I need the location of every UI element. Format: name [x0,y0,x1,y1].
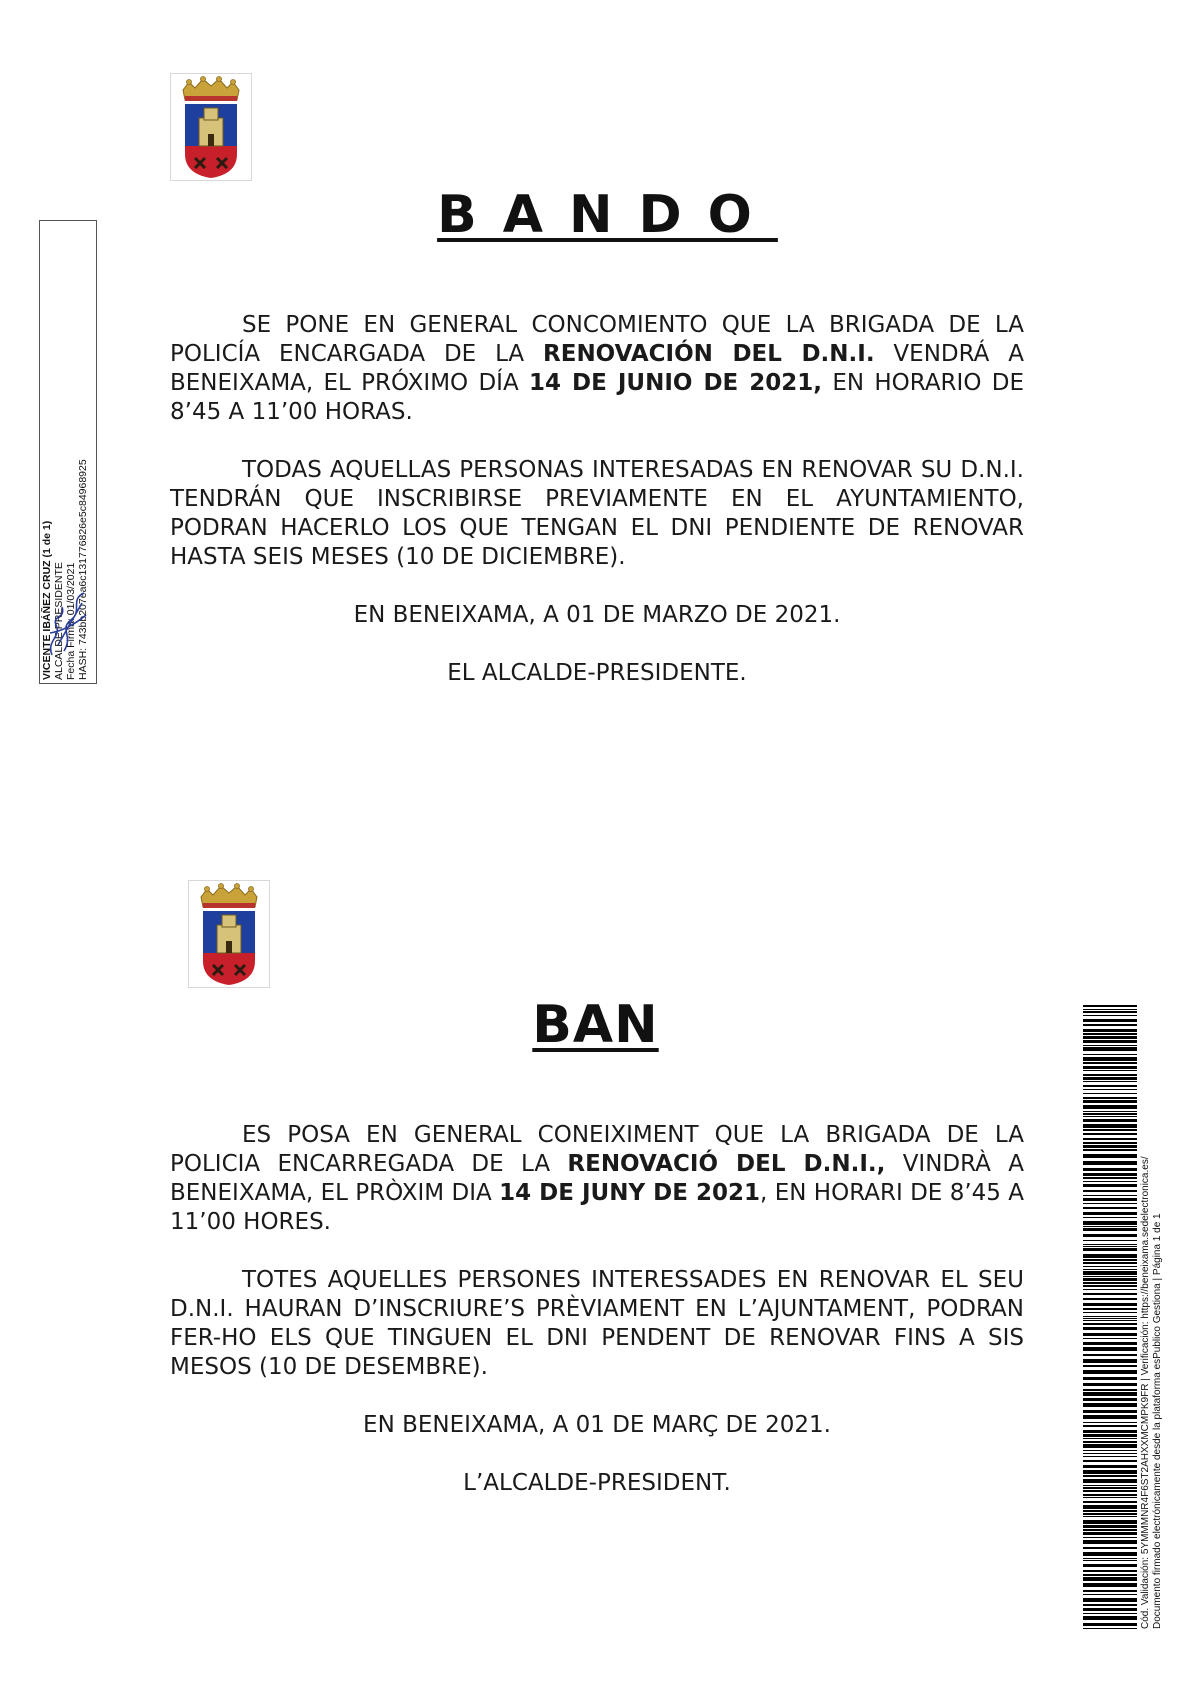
ban-title: BAN [532,995,659,1055]
municipal-crest-logo [188,880,270,988]
barcode-stripe [1083,1234,1137,1237]
text-fragment: EN HORARIO DE 8’45 A 11’00 HORAS. [170,370,1024,425]
barcode-stripe [1083,1203,1137,1204]
barcode-stripe [1083,1383,1137,1386]
barcode-stripe [1083,1308,1137,1310]
barcode-stripe [1083,1465,1137,1468]
barcode-stripe [1083,1276,1137,1277]
barcode-stripe [1083,1487,1137,1489]
barcode-stripe [1083,1441,1137,1443]
barcode-stripe [1083,1066,1137,1069]
barcode-stripe [1083,1613,1137,1614]
barcode-stripe [1083,1628,1137,1629]
municipal-crest-logo [170,73,252,181]
barcode-stripe [1083,1485,1137,1486]
bold-text: RENOVACIÓN DEL D.N.I. [543,341,875,367]
barcode-stripe [1083,1212,1137,1215]
barcode-stripe [1083,1226,1137,1227]
barcode-stripe [1083,1434,1137,1437]
barcode-stripe [1083,1389,1137,1391]
text-fragment: VENDRÁ A BENEIXAMA, EL PRÓXIMO DÍA [170,341,1024,396]
barcode-stripe [1083,1269,1137,1270]
barcode-stripe [1083,1583,1137,1587]
barcode-stripe [1083,1594,1137,1595]
barcode-stripe [1083,1133,1137,1135]
barcode-stripe [1083,1259,1137,1261]
barcode-stripe [1083,1377,1137,1380]
barcode-stripe [1083,1207,1137,1209]
barcode-stripe [1083,1015,1137,1016]
bando-title: BANDO [437,185,778,245]
barcode-stripe [1083,1240,1137,1241]
barcode-stripe [1083,1513,1137,1515]
barcode-stripe [1083,1520,1137,1524]
barcode-stripe [1083,1070,1137,1071]
barcode-stripe [1083,1342,1137,1345]
barcode-stripe [1083,1327,1137,1330]
barcode-stripe [1083,1444,1137,1448]
barcode-stripe [1083,1011,1137,1013]
barcode-stripe [1083,1113,1137,1115]
text-fragment: ES POSA EN GENERAL CONEIXIMENT QUE LA BRIGADA DE LA POLICIA ENCARREGADA DE LA [170,1122,1024,1177]
barcode-stripe [1083,1403,1137,1407]
barcode-stripe [1083,1228,1137,1231]
barcode-stripe [1083,1029,1137,1032]
barcode-stripe [1083,1532,1137,1535]
barcode-stripe [1083,1195,1137,1196]
barcode-stripe [1083,1184,1137,1187]
barcode-stripe [1083,1271,1137,1275]
barcode-stripe [1083,1438,1137,1439]
barcode-stripe [1083,1608,1137,1611]
barcode-stripe [1083,1289,1137,1290]
barcode-stripe [1083,1370,1137,1374]
barcode-stripe [1083,1320,1137,1321]
barcode-stripe [1083,1505,1137,1509]
barcode-stripe [1083,1537,1137,1538]
signature-date: Fecha Firma: 01/03/2021 [65,562,77,680]
barcode-stripe [1083,1089,1137,1090]
spanish-signoff: EL ALCALDE-PRESIDENTE. [447,660,747,686]
barcode-stripe [1083,1285,1137,1287]
barcode-stripe [1083,1410,1137,1413]
valencian-paragraph-2: TOTES AQUELLES PERSONES INTERESSADES EN RENOVAR EL SEU D.N.I. HAURAN D’INSCRIURE’S PRÈVIAMENT EN L’AJUNTAMENT, PODRAN FER-HO ELS QUE TINGUEN EL DNI PENDENT DE RENOVAR FINS A SIS MESOS (10 DE DESEMBRE). [170,1267,1024,1380]
barcode-stripe [1083,1036,1137,1039]
barcode-stripe [1083,1040,1137,1043]
barcode-stripe [1083,1540,1137,1544]
handwritten-signature-icon [44,585,92,661]
text-fragment: , EN HORARI DE 8’45 A 11’00 HORES. [170,1180,1024,1235]
signer-name: VICENTE IBÁÑEZ CRUZ (1 de 1) [41,520,53,680]
bold-text: RENOVACIÓ DEL D.N.I., [567,1151,886,1177]
barcode-stripe [1083,1415,1137,1419]
barcode-stripe [1083,1145,1137,1148]
barcode-stripe [1083,1529,1137,1531]
barcode-stripe [1083,1054,1137,1055]
barcode-stripe [1083,1093,1137,1094]
barcode-icon [1083,1005,1137,1629]
signer-role: ALCALDE PRESIDENTE [53,562,65,680]
barcode-stripe [1083,1547,1137,1549]
barcode-stripe [1083,1282,1137,1284]
verification-platform: Documento firmado electrónicamente desde la plataforma esPublico Gestiona | Página 1 de 1 [1152,1213,1163,1629]
barcode-stripe [1083,1460,1137,1462]
barcode-stripe [1083,1085,1137,1087]
barcode-stripe [1083,1365,1137,1367]
barcode-stripe [1083,1142,1137,1144]
barcode-stripe [1083,1303,1137,1306]
barcode-stripe [1083,1501,1137,1503]
barcode-stripe [1083,1479,1137,1483]
barcode-stripe [1083,1490,1137,1492]
text-fragment: VINDRÀ A BENEIXAMA, EL PRÒXIM DIA [170,1151,1024,1206]
barcode-stripe [1083,1077,1137,1080]
barcode-stripe [1083,1105,1137,1109]
barcode-stripe [1083,1574,1137,1576]
barcode-stripe [1083,1347,1137,1351]
barcode-stripe [1083,1161,1137,1165]
barcode-stripe [1083,1470,1137,1474]
barcode-stripe [1083,1254,1137,1258]
barcode-stripe [1083,1590,1137,1592]
barcode-stripe [1083,1100,1137,1103]
text-fragment: SE PONE EN GENERAL CONCOMIENTO QUE LA BRIGADA DE LA POLICÍA ENCARGADA DE LA [170,312,1024,367]
barcode-stripe [1083,1045,1137,1046]
barcode-stripe [1083,1564,1137,1567]
barcode-stripe [1083,1221,1137,1225]
barcode-stripe [1083,1298,1137,1300]
barcode-stripe [1083,1604,1137,1606]
barcode-stripe [1083,1312,1137,1313]
barcode-stripe [1083,1560,1137,1561]
signature-hash: HASH: 743bb207ea6c131776826e5c84968925 [77,459,89,680]
barcode-stripe [1083,1494,1137,1496]
barcode-stripe [1083,1278,1137,1281]
barcode-stripe [1083,1425,1137,1427]
barcode-stripe [1083,1333,1137,1336]
barcode-stripe [1083,1181,1137,1182]
barcode-stripe [1083,1168,1137,1171]
spanish-paragraph-1 [170,311,1024,427]
barcode-stripe [1083,1558,1137,1559]
valencian-place-date: EN BENEIXAMA, A 01 DE MARÇ DE 2021. [363,1412,831,1438]
valencian-signoff: L’ALCALDE-PRESIDENT. [463,1470,731,1496]
barcode-stripe [1083,1456,1137,1457]
barcode-stripe [1083,1450,1137,1451]
barcode-stripe [1083,1623,1137,1626]
barcode-stripe [1083,1198,1137,1201]
barcode-stripe [1083,1510,1137,1512]
barcode-stripe [1083,1074,1137,1076]
barcode-stripe [1083,1081,1137,1082]
barcode-stripe [1083,1316,1137,1317]
barcode-stripe [1083,1119,1137,1122]
barcode-stripe [1083,1525,1137,1528]
barcode-stripe [1083,1293,1137,1295]
barcode-stripe [1083,1129,1137,1131]
barcode-stripe [1083,1453,1137,1454]
barcode-stripe [1083,1149,1137,1151]
spanish-place-date: EN BENEIXAMA, A 01 DE MARZO DE 2021. [353,602,841,628]
spanish-body [170,311,1024,688]
spanish-paragraph-2: TODAS AQUELLAS PERSONAS INTERESADAS EN RENOVAR SU D.N.I. TENDRÁN QUE INSCRIBIRSE PREVIAMENTE EN EL AYUNTAMIENTO, PODRAN HACERLO LOS QUE TENGAN EL DNI PENDIENTE DE RENOVAR HASTA SEIS MESES (10 DE DICIEMBRE). [170,457,1024,570]
barcode-stripe [1083,1047,1137,1051]
crest-icon [171,74,251,180]
barcode-stripe [1083,1097,1137,1099]
barcode-stripe [1083,1057,1137,1061]
barcode-stripe [1083,1552,1137,1556]
barcode-stripe [1083,1111,1137,1112]
barcode-stripe [1083,1005,1137,1007]
barcode-stripe [1083,1475,1137,1477]
barcode-stripe [1083,1398,1137,1401]
barcode-stripe [1083,1392,1137,1396]
crest-icon [189,881,269,987]
barcode-stripe [1083,1177,1137,1179]
barcode-stripe [1083,1266,1137,1267]
barcode-stripe [1083,1248,1137,1251]
barcode-stripe [1083,1190,1137,1192]
barcode-stripe [1083,1359,1137,1363]
barcode-stripe [1083,1116,1137,1117]
barcode-stripe [1083,1577,1137,1581]
barcode-stripe [1083,1154,1137,1158]
bold-date: 14 DE JUNY DE 2021 [499,1180,761,1206]
barcode-stripe [1083,1516,1137,1517]
barcode-stripe [1083,1338,1137,1339]
barcode-stripe [1083,1323,1137,1325]
barcode-stripe [1083,1033,1137,1035]
barcode-stripe [1083,1024,1137,1026]
barcode-stripe [1083,1570,1137,1572]
barcode-stripe [1083,1354,1137,1356]
barcode-stripe [1083,1246,1137,1247]
barcode-stripe [1083,1497,1137,1498]
verification-code: Cód. Validación: 5YMMMNR4F6ST2AHXXMCMPK9FR | Verificación: https://beneixama.sedelectronica.es/ [1140,1156,1151,1629]
barcode-stripe [1083,1019,1137,1022]
barcode-stripe [1083,1616,1137,1620]
barcode-stripe [1083,1217,1137,1218]
barcode-stripe [1083,1062,1137,1064]
barcode-stripe [1083,1318,1137,1319]
barcode-stripe [1083,1009,1137,1010]
barcode-stripe [1083,1262,1137,1264]
valencian-paragraph-1 [170,1121,1024,1237]
bold-date: 14 DE JUNIO DE 2021, [529,370,823,396]
valencian-body [170,1121,1024,1498]
barcode-stripe [1083,1422,1137,1423]
barcode-stripe [1083,1244,1137,1245]
barcode-stripe [1083,1173,1137,1176]
barcode-stripe [1083,1124,1137,1128]
verification-footer [1140,1005,1164,1629]
barcode-stripe [1083,1598,1137,1602]
barcode-stripe [1083,1138,1137,1140]
barcode-stripe [1083,1430,1137,1433]
